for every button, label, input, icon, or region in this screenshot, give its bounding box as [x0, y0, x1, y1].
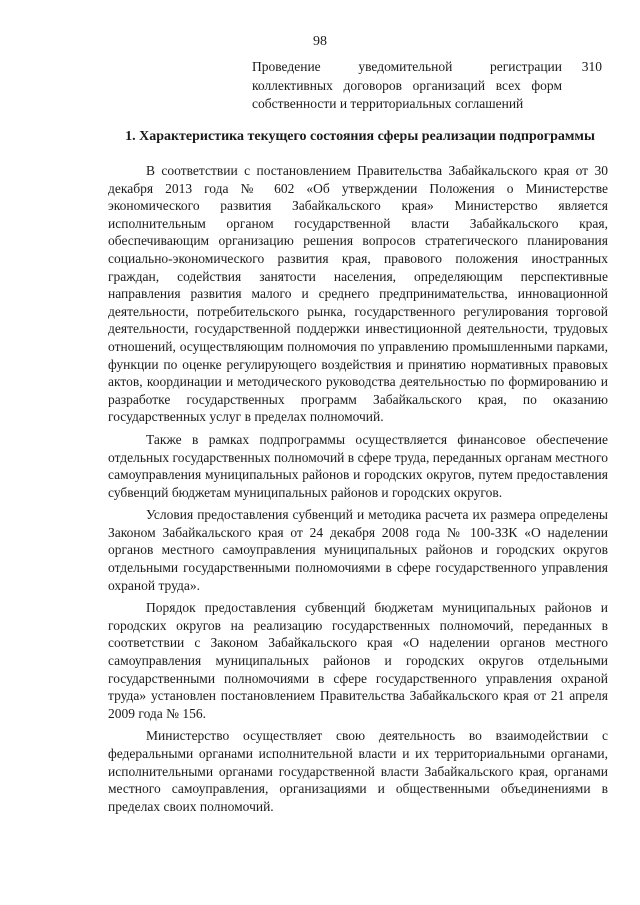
paragraph: Также в рамках подпрограммы осуществляется финансовое обеспечение отдельных государственных полномочий в сфере труда, переданных органам местного самоуправления муниципальных районов и городских округов, путем предоставления субвенций бюджетам муниципальных районов и городских округов.: [108, 431, 608, 500]
table-row: [252, 58, 604, 114]
table-row-text: Проведение уведомительной регистрации коллективных договоров организаций всех форм собственности и территориальных соглашений: [252, 59, 562, 111]
paragraph: Порядок предоставления субвенций бюджетам муниципальных районов и городских округов на реализацию государственных полномочий, переданных в соответствии с Законом Забайкальского края «О наделении органов местного самоуправления муниципальных районов и городских округов отдельными государственными полномочиями в сфере государственного управления охраной труда» установлен постановлением Правительства Забайкальского края от 21 апреля 2009 года № 156.: [108, 600, 608, 721]
table-row-value: 310: [581, 59, 602, 74]
paragraph: В соответствии с постановлением Правительства Забайкальского края от 30 декабря 2013 года № 602 «Об утверждении Положения о Министерстве экономического развития Забайкальского края» Министерство является исполнительным органом государственной власти Забайкальского края, обеспечивающим организацию решения вопросов стратегического планирования социально-экономического развития края, правового положения иностранных граждан, содействия занятости населения, определяющим перспективные направления развития малого и среднего предпринимательства, инновационной деятельности, потребительского рынка, государственного регулирования торговой деятельности, государственной поддержки инвестиционной деятельности, трудовых отношений, осуществляющим полномочия по управлению промышленными парками, функции по оценке регулирующего воздействия и принятию нормативных правовых актов, координации и методического руководства деятельностью по формированию и разработке государственных программ Забайкальского края, по оказанию государственных услуг в пределах полномочий.: [108, 163, 608, 425]
paragraph: Министерство осуществляет свою деятельность во взаимодействии с федеральными органами исполнительной власти и их территориальными органами, исполнительными органами государственной власти Забайкальского края, органами местного самоуправления, организациями и общественными объединениями в пределах своих полномочий.: [108, 728, 608, 814]
paragraph: Условия предоставления субвенций и методика расчета их размера определены Законом Забайкальского края от 24 декабря 2008 года № 100-ЗЗК «О наделении органов местного самоуправления муниципальных районов и городских округов отдельными государственными полномочиями в сфере государственного управления охраной труда».: [108, 507, 608, 593]
section-heading: 1. Характеристика текущего состояния сферы реализации подпрограммы: [125, 129, 595, 144]
document-body: [108, 162, 608, 820]
page-number: 98: [313, 34, 327, 49]
